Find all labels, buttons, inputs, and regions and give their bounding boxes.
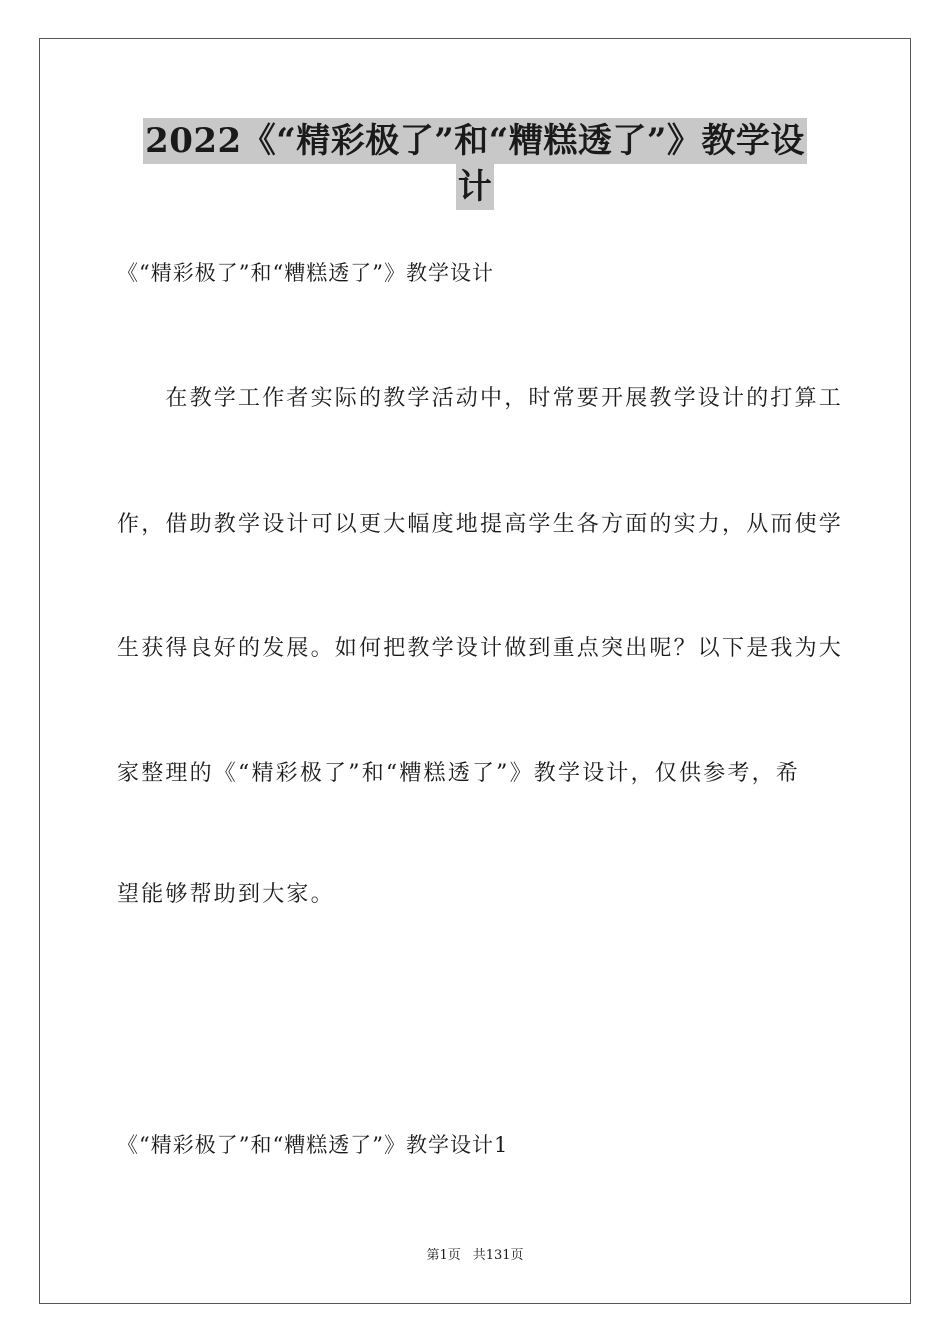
document-subtitle: 《“精彩极了”和“糟糕透了”》教学设计 — [117, 261, 494, 285]
intro-line-5: 望能够帮助到大家。 — [117, 882, 335, 907]
intro-line-3: 生获得良好的发展。如何把教学设计做到重点突出呢？以下是我为大 — [117, 636, 844, 661]
page-border — [39, 38, 911, 1304]
document-title — [100, 118, 850, 210]
page-number: 第1页 — [426, 1248, 461, 1263]
section-heading: 《“精彩极了”和“糟糕透了”》教学设计1 — [117, 1133, 509, 1157]
page-footer — [0, 1247, 950, 1265]
intro-line-4: 家整理的《“精彩极了”和“糟糕透了”》教学设计，仅供参考，希 — [117, 761, 800, 786]
title-line-2: 计 — [456, 164, 495, 210]
title-line-1: 2022《“精彩极了”和“糟糕透了”》教学设 — [143, 118, 807, 164]
intro-line-2: 作，借助教学设计可以更大幅度地提高学生各方面的实力，从而使学 — [117, 512, 844, 537]
intro-line-1: 在教学工作者实际的教学活动中，时常要开展教学设计的打算工 — [117, 386, 844, 411]
page-total: 共131页 — [472, 1248, 524, 1263]
